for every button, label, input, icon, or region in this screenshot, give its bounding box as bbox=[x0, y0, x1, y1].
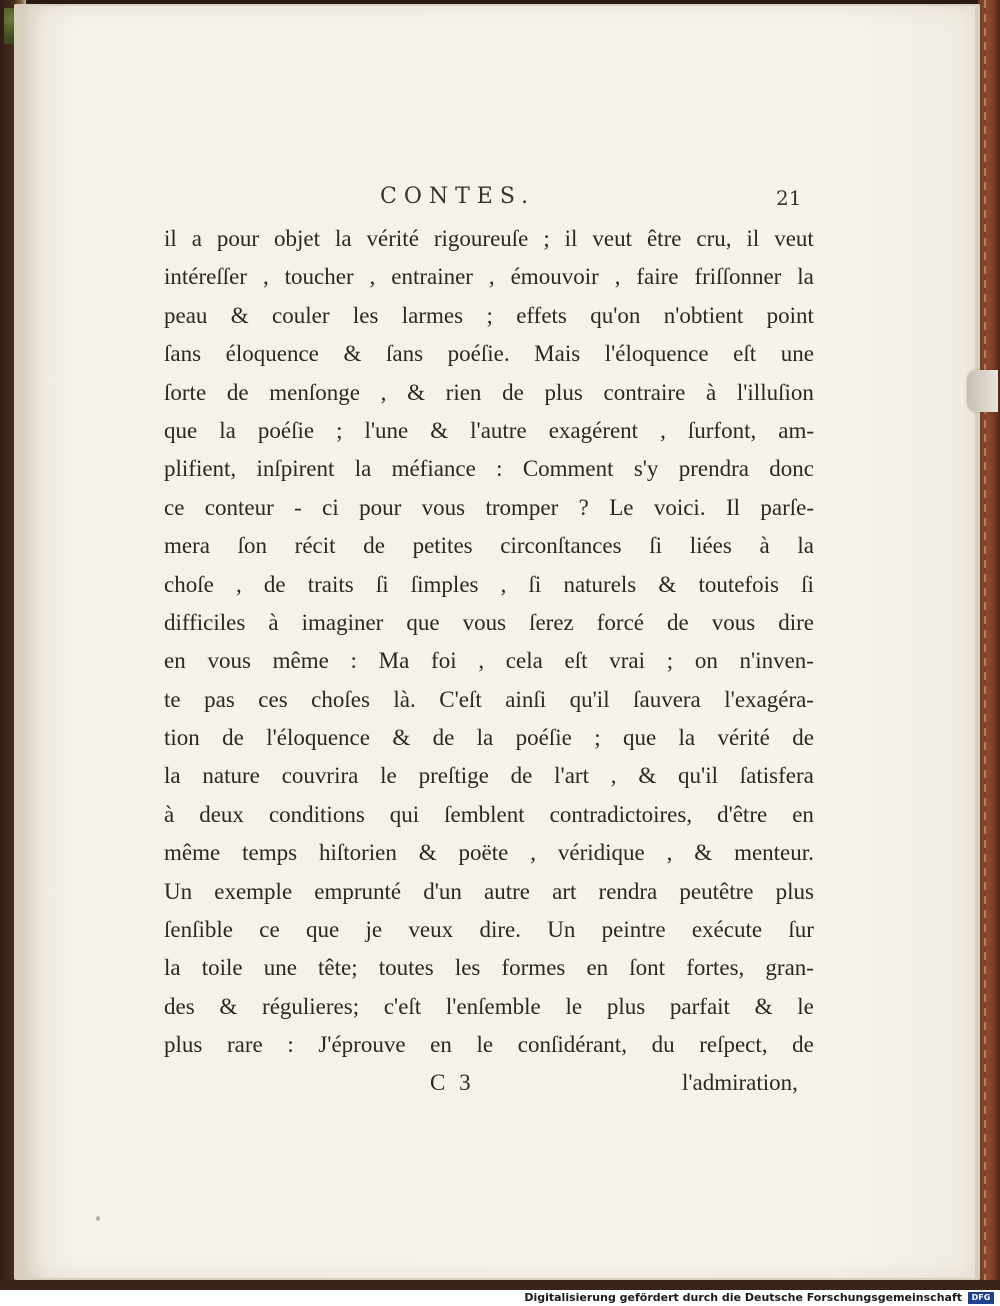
text-line: intéreſſer , toucher , entrainer , émouvoir , faire friſſonner la bbox=[164, 264, 814, 290]
book-cover-bottom-edge bbox=[0, 1280, 1000, 1290]
text-line: des & régulieres; c'eſt l'enſemble le plus parfait & le bbox=[164, 993, 814, 1019]
bookmark-tab bbox=[968, 370, 998, 412]
text-line: mera ſon récit de petites circonſtances ſi liées à la bbox=[164, 533, 814, 559]
text-line: peau & couler les larmes ; effets qu'on n'obtient point bbox=[164, 302, 814, 328]
text-line: que la poéſie ; l'une & l'autre exagérent , ſurfont, am- bbox=[164, 417, 814, 443]
signature-mark: C 3 bbox=[430, 1070, 475, 1095]
running-head: CONTES. bbox=[380, 184, 536, 209]
text-line: même temps hiſtorien & poëte , véridique , & menteur. bbox=[164, 840, 814, 866]
body-text bbox=[164, 220, 814, 1065]
text-line: tion de l'éloquence & de la poéſie ; que la vérité de bbox=[164, 725, 814, 751]
text-line: ce conteur - ci pour vous tromper ? Le voici. Il parſe- bbox=[164, 494, 814, 520]
text-line: ſenſible ce que je veux dire. Un peintre exécute ſur bbox=[164, 917, 814, 943]
catchword: l'admiration, bbox=[682, 1070, 798, 1095]
text-line: la toile une tête; toutes les formes en ſont fortes, gran- bbox=[164, 955, 814, 981]
text-line: difficiles à imaginer que vous ſerez forcé de vous dire bbox=[164, 609, 814, 635]
text-line: la nature couvrira le preſtige de l'art , & qu'il ſatisfera bbox=[164, 763, 814, 789]
page-number: 21 bbox=[776, 186, 802, 210]
text-line: plifient, inſpirent la méfiance : Comment s'y prendra donc bbox=[164, 456, 814, 482]
text-line: choſe , de traits ſi ſimples , ſi naturels & toutefois ſi bbox=[164, 571, 814, 597]
text-line: ſans éloquence & ſans poéſie. Mais l'éloquence eſt une bbox=[164, 341, 814, 367]
text-line: te pas ces choſes là. C'eſt ainſi qu'il ſauvera l'exagéra- bbox=[164, 686, 814, 712]
funding-credit: Digitalisierung gefördert durch die Deutsche Forschungsgemeinschaft bbox=[524, 1291, 962, 1304]
paper-speck bbox=[96, 1216, 100, 1221]
book-page bbox=[20, 6, 975, 1278]
text-line: Un exemple emprunté d'un autre art rendra peutêtre plus bbox=[164, 878, 814, 904]
text-line: il a pour objet la vérité rigoureuſe ; il veut être cru, il veut bbox=[164, 226, 814, 251]
text-line: ſorte de menſonge , & rien de plus contraire à l'illuſion bbox=[164, 379, 814, 405]
book-cover-right-edge bbox=[978, 0, 1000, 1290]
dfg-logo-icon: DFG bbox=[968, 1292, 994, 1304]
footer-bar bbox=[0, 1290, 1000, 1306]
text-line: en vous même : Ma foi , cela eſt vrai ; on n'inven- bbox=[164, 648, 814, 674]
text-line: à deux conditions qui ſemblent contradictoires, d'être en bbox=[164, 801, 814, 827]
text-line: plus rare : J'éprouve en le conſidérant, du reſpect, de bbox=[164, 1032, 814, 1058]
